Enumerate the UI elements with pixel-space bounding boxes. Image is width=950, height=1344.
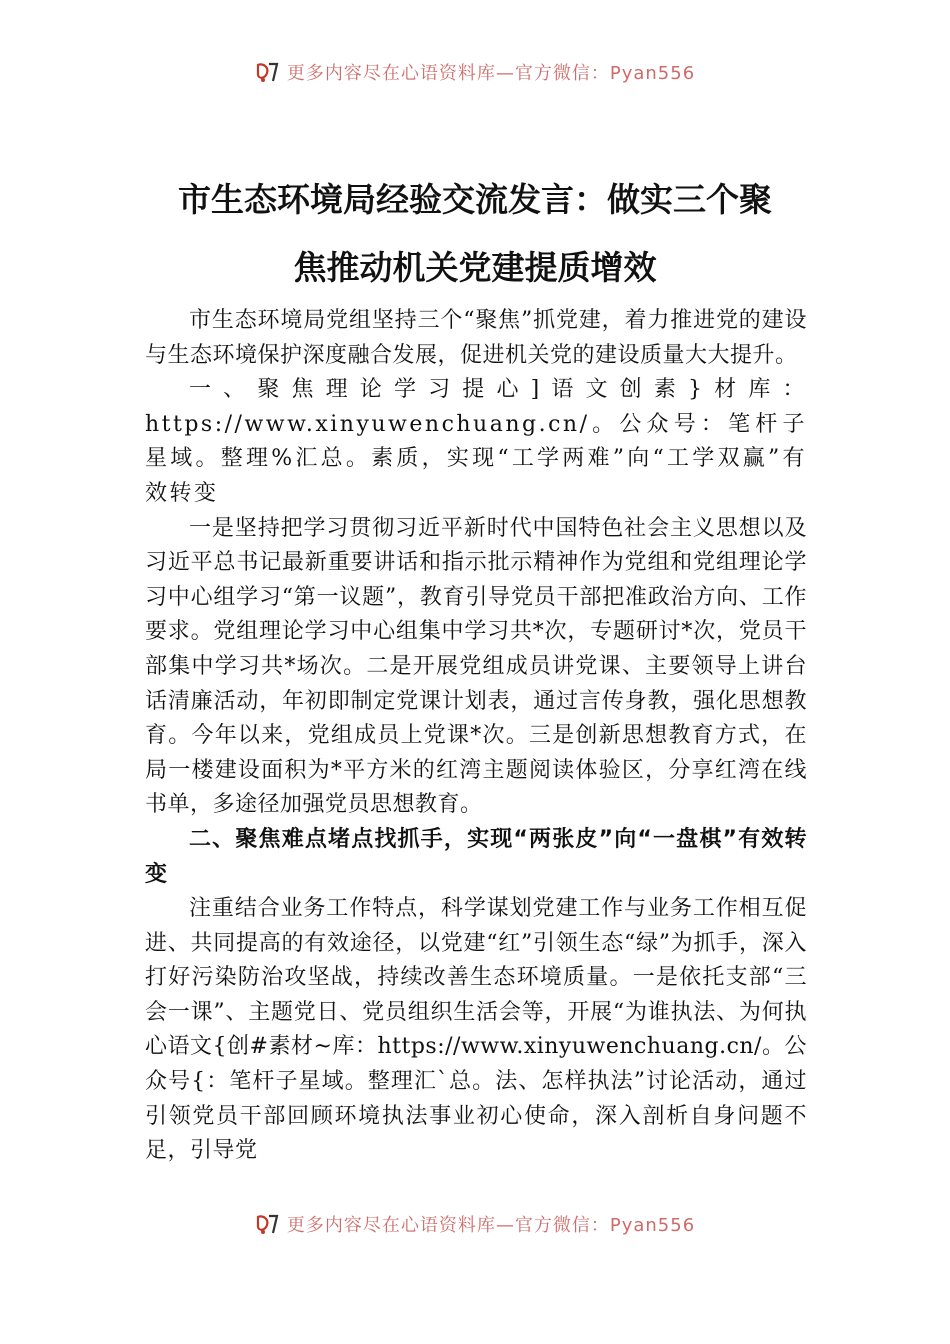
watermark-banner-bottom (0, 1204, 950, 1244)
document-title-line-1: 市生态环境局经验交流发言：做实三个聚 (178, 180, 772, 219)
body-paragraph: 注重结合业务工作特点，科学谋划党建工作与业务工作相互促进、共同提高的有效途径，以党建“红”引领生态“绿”为抓手，深入打好污染防治攻坚战，持续改善生态环境质量。一是依托支部“三会一课”、主题党日、党员组织生活会等，开展“为谁执法、为何执心语文{创#素材~库：https://www.xinyuwenchuang.cn/。公众号{：笔杆子星域。整理汇`总。法、怎样执法”讨论活动，通过引领党员干部回顾环境执法事业初心使命，深入剖析自身问题不足，引导党 (145, 896, 807, 1164)
section-heading-1: 一、聚焦理论学习提心]语文创素}材库：https://www.xinyuwenchuang.cn/。公众号：笔杆子星域。整理%汇总。素质，实现“工学两难”向“工学双赢”有效转变 (145, 377, 807, 506)
intro-paragraph: 市生态环境局党组坚持三个“聚焦”抓党建，着力推进党的建设与生态环境保护深度融合发展，促进机关党的建设质量大大提升。 (145, 308, 807, 368)
brand-logo-icon (255, 61, 281, 83)
body-paragraph: 一是坚持把学习贯彻习近平新时代中国特色社会主义思想以及习近平总书记最新重要讲话和指示批示精神作为党组和党组理论学习中心组学习“第一议题”，教育引导党员干部把准政治方向、工作要求。党组理论学习中心组集中学习共*次，专题研讨*次，党员干部集中学习共*场次。二是开展党组成员讲党课、主要领导上讲台话清廉活动，年初即制定党课计划表，通过言传身教，强化思想教育。今年以来，党组成员上党课*次。三是创新思想教育方式，在局一楼建设面积为*平方米的红湾主题阅读体验区，分享红湾在线书单，多途径加强党员思想教育。 (145, 515, 807, 818)
watermark-text: 更多内容尽在心语资料库—官方微信：Pyan556 (286, 1215, 696, 1236)
document-title-line-2: 焦推动机关党建提质增效 (293, 248, 657, 287)
watermark-banner-top (0, 52, 950, 92)
brand-logo-icon (255, 1213, 281, 1235)
watermark-text: 更多内容尽在心语资料库—官方微信：Pyan556 (286, 63, 696, 84)
document-body (145, 304, 807, 1169)
section-heading-2: 二、聚焦难点堵点找抓手，实现“两张皮”向“一盘棋”有效转变 (145, 826, 807, 887)
